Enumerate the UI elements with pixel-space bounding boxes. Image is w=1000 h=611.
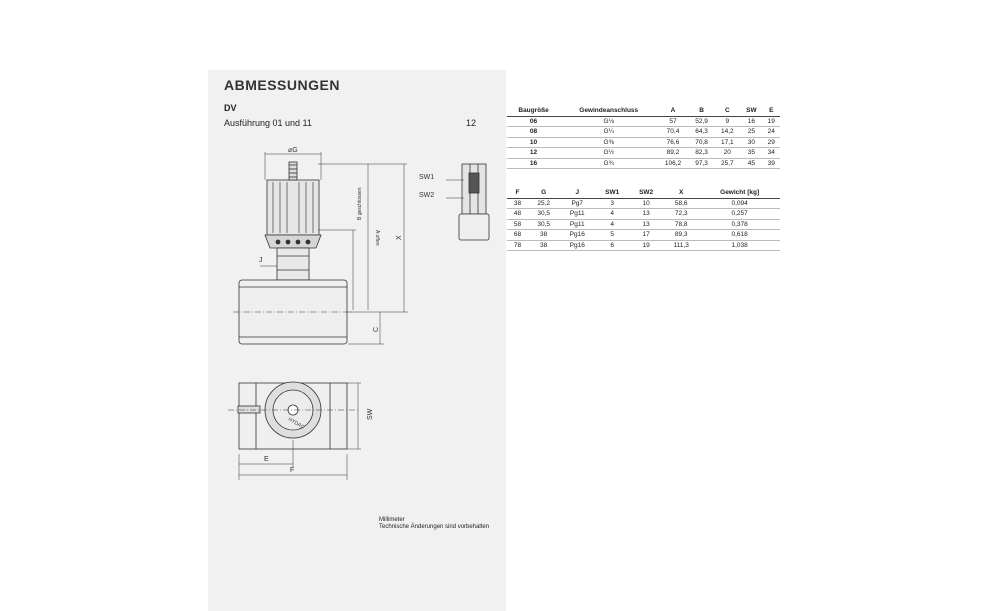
table-cell: 25,2 [528, 198, 559, 209]
table-cell: G½ [560, 148, 657, 159]
table-cell: 30 [740, 137, 762, 148]
column-header: Baugröße [507, 106, 560, 116]
column-header: Gewicht [kg] [699, 188, 780, 198]
column-header: X [663, 188, 699, 198]
table-cell: Pg16 [559, 240, 595, 251]
column-header: G [528, 188, 559, 198]
table-cell: 58 [507, 219, 528, 230]
dim-sw: SW [367, 408, 374, 420]
column-header: J [559, 188, 595, 198]
size-table-header [507, 106, 780, 116]
column-header: SW [740, 106, 762, 116]
table-row [507, 116, 780, 127]
table-cell: 5 [595, 230, 629, 241]
dim-g: ⌀G [288, 147, 298, 154]
table-cell: Pg16 [559, 230, 595, 241]
table-cell: 16 [507, 158, 560, 169]
table-cell: Pg11 [559, 209, 595, 220]
table-row [507, 137, 780, 148]
table-cell: 38 [507, 198, 528, 209]
table-cell: 89,3 [663, 230, 699, 241]
table-cell: 13 [629, 209, 663, 220]
table-cell: 38 [528, 230, 559, 241]
table-cell: 12 [507, 148, 560, 159]
brand-label: HYDAC [287, 416, 306, 431]
table-cell: 48 [507, 209, 528, 220]
table-cell: 10 [507, 137, 560, 148]
top-view [228, 382, 358, 449]
table-cell: 45 [740, 158, 762, 169]
dim-c: C [373, 326, 380, 332]
table-cell: 70,4 [657, 127, 688, 138]
dim-e: E [264, 456, 269, 463]
table-cell: Pg11 [559, 219, 595, 230]
table-cell: 0,257 [699, 209, 780, 220]
dim-sw2: SW2 [419, 192, 435, 199]
table-row [507, 240, 780, 251]
table-cell: 25 [740, 127, 762, 138]
size-table [507, 106, 780, 169]
table-cell: 17,1 [714, 137, 740, 148]
table-cell: 0,378 [699, 219, 780, 230]
table-cell: 30,5 [528, 219, 559, 230]
table-cell: 9 [714, 116, 740, 127]
table-row [507, 219, 780, 230]
column-header: C [714, 106, 740, 116]
table-cell: G⅛ [560, 116, 657, 127]
table-cell: 3 [595, 198, 629, 209]
table-cell: 35 [740, 148, 762, 159]
table-cell: 78,8 [663, 219, 699, 230]
table-cell: 6 [595, 240, 629, 251]
table-cell: 111,3 [663, 240, 699, 251]
page-number: 12 [466, 118, 477, 128]
column-header: E [763, 106, 780, 116]
page-title: ABMESSUNGEN [224, 77, 340, 93]
column-header: A [657, 106, 688, 116]
column-header: Gewindeanschluss [560, 106, 657, 116]
table-row [507, 209, 780, 220]
table-cell: 97,3 [689, 158, 715, 169]
table-cell: 70,8 [689, 137, 715, 148]
table-cell: 08 [507, 127, 560, 138]
table-cell: 17 [629, 230, 663, 241]
table-cell: 30,5 [528, 209, 559, 220]
table-cell: 34 [763, 148, 780, 159]
valve-knob [267, 162, 319, 235]
table-cell: 4 [595, 209, 629, 220]
table-cell: 0,618 [699, 230, 780, 241]
dimension-table [507, 188, 780, 251]
table-cell: 06 [507, 116, 560, 127]
table-cell: 82,3 [689, 148, 715, 159]
technical-drawing [208, 70, 506, 510]
valve-body [233, 280, 353, 344]
dim-f: F [290, 467, 295, 474]
dimension-table-header [507, 188, 780, 198]
column-header: SW2 [629, 188, 663, 198]
table-cell: 39 [763, 158, 780, 169]
table-cell: 14,2 [714, 127, 740, 138]
variant-label: Ausführung 01 und 11 [224, 118, 312, 128]
table-cell: 57 [657, 116, 688, 127]
table-cell: G¼ [560, 127, 657, 138]
table-cell: 38 [528, 240, 559, 251]
table-cell: 64,3 [689, 127, 715, 138]
table-cell: 76,6 [657, 137, 688, 148]
dim-j: J [259, 257, 263, 264]
column-header: F [507, 188, 528, 198]
table-cell: G¾ [560, 158, 657, 169]
column-header: B [689, 106, 715, 116]
table-cell: 16 [740, 116, 762, 127]
table-row [507, 230, 780, 241]
table-cell: 89,2 [657, 148, 688, 159]
valve-collar [265, 235, 321, 280]
table-cell: 10 [629, 198, 663, 209]
table-row [507, 198, 780, 209]
table-cell: 78 [507, 240, 528, 251]
table-cell: 25,7 [714, 158, 740, 169]
table-cell: 13 [629, 219, 663, 230]
footer-disclaimer: Technische Änderungen sind vorbehalten [379, 524, 490, 530]
column-header: SW1 [595, 188, 629, 198]
table-cell: Pg7 [559, 198, 595, 209]
table-cell: 68 [507, 230, 528, 241]
table-cell: 4 [595, 219, 629, 230]
table-cell: 106,2 [657, 158, 688, 169]
table-cell: 19 [629, 240, 663, 251]
table-row [507, 158, 780, 169]
table-cell: 20 [714, 148, 740, 159]
side-detail [446, 164, 489, 240]
table-cell: 19 [763, 116, 780, 127]
table-row [507, 127, 780, 138]
dim-x: X [396, 235, 403, 240]
dim-a-open: A offen [374, 230, 380, 246]
table-cell: 0,094 [699, 198, 780, 209]
table-cell: 29 [763, 137, 780, 148]
table-cell: 52,9 [689, 116, 715, 127]
dim-sw1: SW1 [419, 174, 435, 181]
table-row [507, 148, 780, 159]
table-cell: 24 [763, 127, 780, 138]
table-cell: G⅜ [560, 137, 657, 148]
table-cell: 1,038 [699, 240, 780, 251]
model-label: DV [224, 103, 237, 113]
dim-b-closed: B geschlossen [357, 187, 363, 220]
table-cell: 58,6 [663, 198, 699, 209]
table-cell: 72,3 [663, 209, 699, 220]
footer-units: Millimeter [379, 517, 405, 523]
